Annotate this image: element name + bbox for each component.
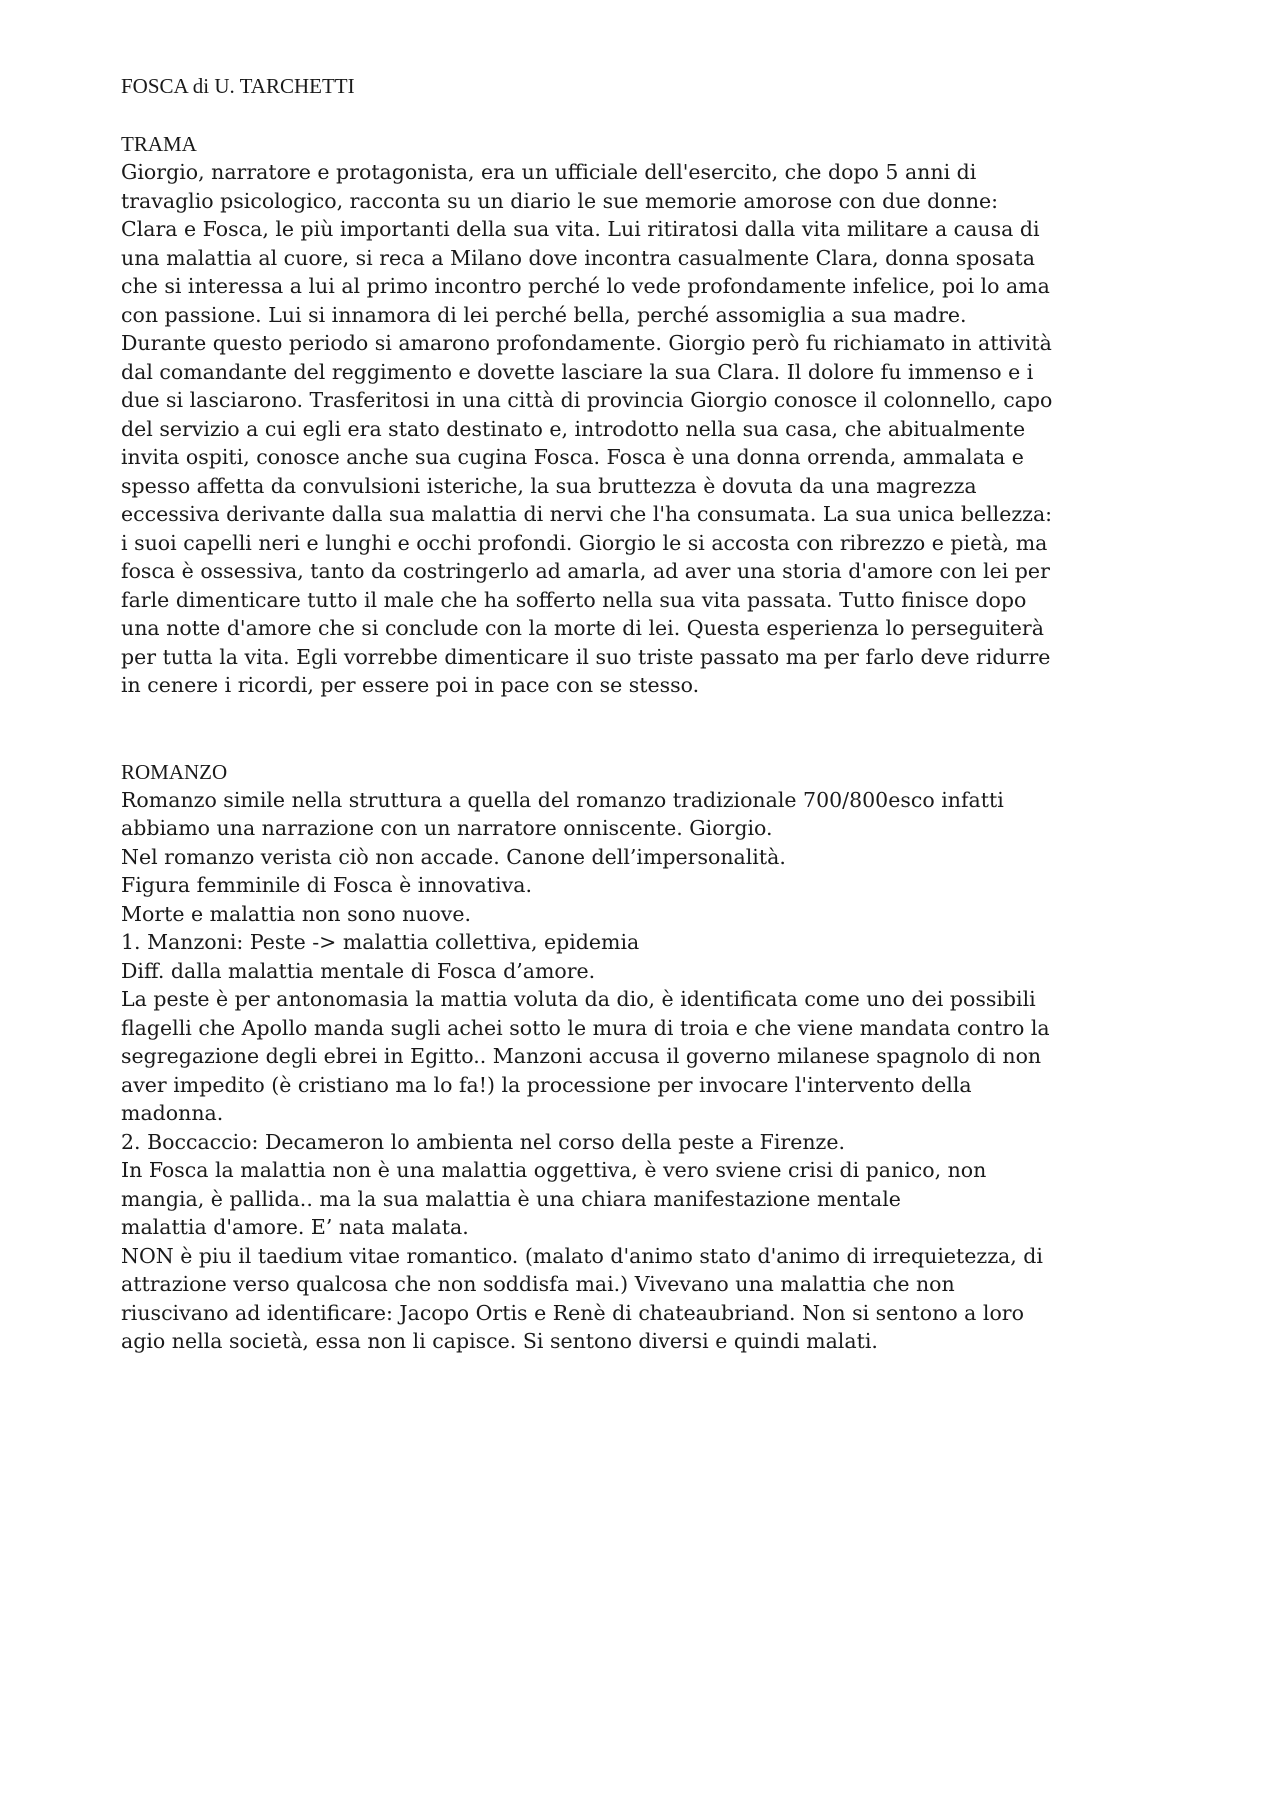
document-page <box>121 72 1181 1356</box>
section-heading-romanzo: ROMANZO <box>121 759 228 784</box>
section-divider <box>121 700 1181 758</box>
section-trama <box>121 130 1181 700</box>
section-body-trama: Giorgio, narratore e protagonista, era un ufficiale dell'esercito, che dopo 5 anni di travaglio psicologico, racconta su un diario le sue memorie amorose con due donne: Clara e Fosca, le più importanti della sua vita. Lui ritiratosi dalla vita militare a causa di una malattia al cuore, si reca a Milano dove incontra casualmente Clara, donna sposata che si interessa a lui al primo incontro perché lo vede profondamente infelice, poi lo ama con passione. Lui si innamora di lei perché bella, perché assomiglia a sua madre. Durante questo periodo si amarono profondamente. Giorgio però fu richiamato in attività dal comandante del reggimento e dovette lasciare la sua Clara. Il dolore fu immenso e i due si lasciarono. Trasferitosi in una città di provincia Giorgio conosce il colonnello, capo del servizio a cui egli era stato destinato e, introdotto nella sua casa, che abitualmente invita ospiti, conosce anche sua cugina Fosca. Fosca è una donna orrenda, ammalata e spesso affetta da convulsioni isteriche, la sua bruttezza è dovuta da una magrezza eccessiva derivante dalla sua malattia di nervi che l'ha consumata. La sua unica bellezza: i suoi capelli neri e lunghi e occhi profondi. Giorgio le si accosta con ribrezzo e pietà, ma fosca è ossessiva, tanto da costringerlo ad amarla, ad aver una storia d'amore con lei per farle dimenticare tutto il male che ha sofferto nella sua vita passata. Tutto finisce dopo una notte d'amore che si conclude con la morte di lei. Questa esperienza lo perseguiterà per tutta la vita. Egli vorrebbe dimenticare il suo triste passato ma per farlo deve ridurre in cenere i ricordi, per essere poi in pace con se stesso. <box>121 160 1053 697</box>
section-body-romanzo: Romanzo simile nella struttura a quella del romanzo tradizionale 700/800esco infatti abbiamo una narrazione con un narratore onniscente. Giorgio. Nel romanzo verista ciò non accade. Canone dell’impersonalità. Figura femminile di Fosca è innovativa. Morte e malattia non sono nuove. 1. Manzoni: Peste -> malattia collettiva, epidemia Diff. dalla malattia mentale di Fosca d’amore. La peste è per antonomasia la mattia voluta da dio, è identificata come uno dei possibili flagelli che Apollo manda sugli achei sotto le mura di troia e che viene mandata contro la segregazione degli ebrei in Egitto.. Manzoni accusa il governo milanese spagnolo di non aver impedito (è cristiano ma lo fa!) la processione per invocare l'intervento della madonna. 2. Boccaccio: Decameron lo ambienta nel corso della peste a Firenze. In Fosca la malattia non è una malattia oggettiva, è vero sviene crisi di panico, non mangia, è pallida.. ma la sua malattia è una chiara manifestazione mentale malattia d'amore. E’ nata malata. NON è piu il taedium vitae romantico. (malato d'animo stato d'animo di irrequietezza, di attrazione verso qualcosa che non soddisfa mai.) Vivevano una malattia che non riuscivano ad identificare: Jacopo Ortis e Renè di chateaubriand. Non si sentono a loro agio nella società, essa non li capisce. Si sentono diversi e quindi malati. <box>121 787 1050 1353</box>
section-romanzo <box>121 758 1181 1356</box>
document-title: FOSCA di U. TARCHETTI <box>121 74 355 98</box>
section-heading-trama: TRAMA <box>121 132 197 156</box>
